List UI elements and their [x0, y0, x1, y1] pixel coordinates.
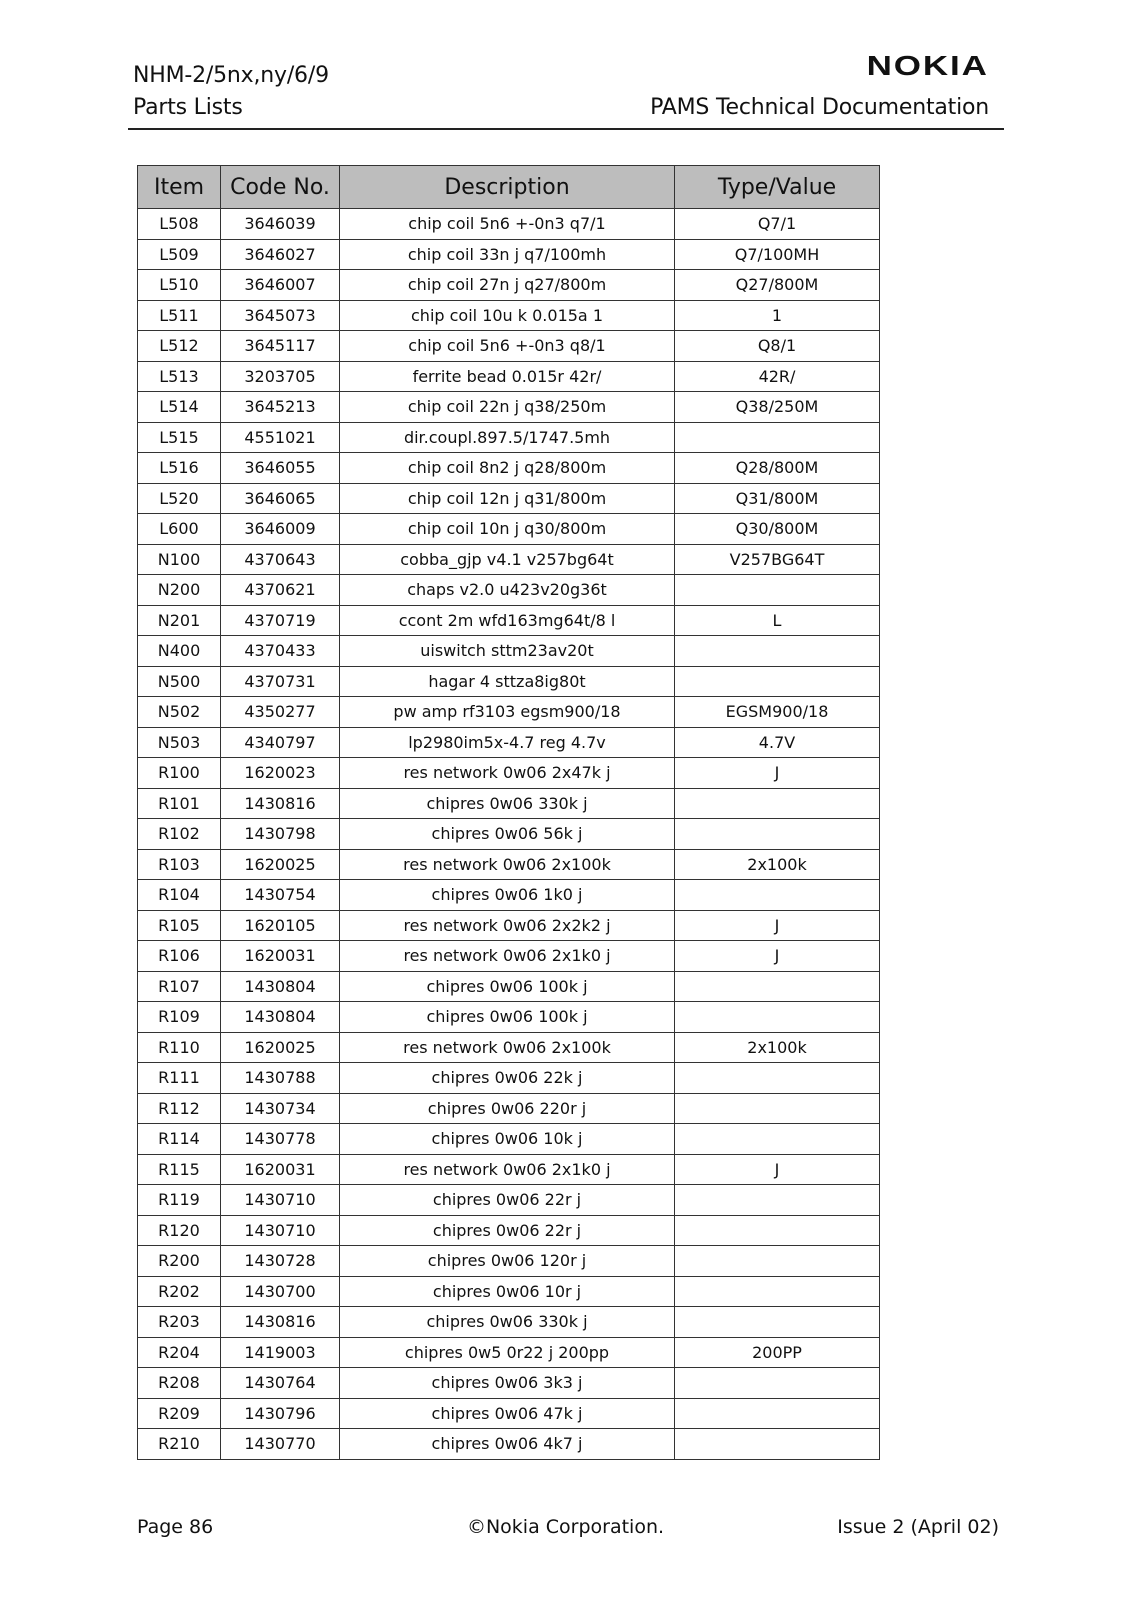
- cell-item: L515: [138, 422, 221, 453]
- cell-item: R104: [138, 880, 221, 911]
- cell-description: chipres 0w06 22r j: [340, 1215, 675, 1246]
- cell-item: N400: [138, 636, 221, 667]
- column-header-code: Code No.: [221, 166, 340, 209]
- table-row: [138, 849, 880, 880]
- cell-description: chip coil 33n j q7/100mh: [340, 239, 675, 270]
- parts-table-body: [138, 209, 880, 1460]
- page-number: Page 86: [137, 1516, 214, 1538]
- table-row: [138, 575, 880, 606]
- cell-description: chip coil 22n j q38/250m: [340, 392, 675, 423]
- parts-table: [137, 165, 880, 1460]
- cell-item: R100: [138, 758, 221, 789]
- table-row: [138, 331, 880, 362]
- cell-description: chipres 0w5 0r22 j 200pp: [340, 1337, 675, 1368]
- cell-type-value: 4.7V: [675, 727, 880, 758]
- cell-type-value: EGSM900/18: [675, 697, 880, 728]
- cell-item: L512: [138, 331, 221, 362]
- table-row: [138, 1337, 880, 1368]
- cell-item: N201: [138, 605, 221, 636]
- cell-item: R107: [138, 971, 221, 1002]
- cell-code: 1430798: [221, 819, 340, 850]
- cell-item: R209: [138, 1398, 221, 1429]
- table-row: [138, 1032, 880, 1063]
- table-row: [138, 697, 880, 728]
- cell-code: 1620031: [221, 1154, 340, 1185]
- table-row: [138, 1246, 880, 1277]
- cell-type-value: [675, 971, 880, 1002]
- cell-item: L516: [138, 453, 221, 484]
- cell-code: 1620105: [221, 910, 340, 941]
- column-header-item: Item: [138, 166, 221, 209]
- cell-code: 1430764: [221, 1368, 340, 1399]
- cell-code: 3646039: [221, 209, 340, 240]
- cell-item: R202: [138, 1276, 221, 1307]
- cell-item: R210: [138, 1429, 221, 1460]
- table-row: [138, 727, 880, 758]
- table-row: [138, 1063, 880, 1094]
- cell-type-value: V257BG64T: [675, 544, 880, 575]
- table-row: [138, 1154, 880, 1185]
- table-row: [138, 392, 880, 423]
- cell-description: chipres 0w06 22k j: [340, 1063, 675, 1094]
- cell-description: chipres 0w06 47k j: [340, 1398, 675, 1429]
- table-row: [138, 971, 880, 1002]
- cell-type-value: J: [675, 758, 880, 789]
- cell-description: res network 0w06 2x47k j: [340, 758, 675, 789]
- model-number: NHM-2/5nx,ny/6/9: [133, 63, 329, 88]
- table-row: [138, 1185, 880, 1216]
- table-row: [138, 544, 880, 575]
- cell-type-value: [675, 1093, 880, 1124]
- table-row: [138, 1002, 880, 1033]
- cell-code: 4370643: [221, 544, 340, 575]
- cell-description: pw amp rf3103 egsm900/18: [340, 697, 675, 728]
- cell-code: 4340797: [221, 727, 340, 758]
- cell-item: R112: [138, 1093, 221, 1124]
- column-header-description: Description: [340, 166, 675, 209]
- cell-code: 1430804: [221, 971, 340, 1002]
- cell-type-value: [675, 788, 880, 819]
- cell-description: chipres 0w06 22r j: [340, 1185, 675, 1216]
- cell-item: R114: [138, 1124, 221, 1155]
- cell-description: lp2980im5x-4.7 reg 4.7v: [340, 727, 675, 758]
- cell-description: chip coil 10u k 0.015a 1: [340, 300, 675, 331]
- cell-code: 1430796: [221, 1398, 340, 1429]
- cell-item: L513: [138, 361, 221, 392]
- cell-type-value: [675, 666, 880, 697]
- table-row: [138, 1215, 880, 1246]
- cell-type-value: Q7/1: [675, 209, 880, 240]
- cell-code: 1430710: [221, 1215, 340, 1246]
- cell-code: 1430816: [221, 1307, 340, 1338]
- cell-item: N100: [138, 544, 221, 575]
- cell-description: chipres 0w06 10k j: [340, 1124, 675, 1155]
- cell-item: R119: [138, 1185, 221, 1216]
- document-header: [133, 60, 329, 124]
- cell-code: 1430734: [221, 1093, 340, 1124]
- cell-item: L600: [138, 514, 221, 545]
- cell-code: 3645117: [221, 331, 340, 362]
- cell-item: L510: [138, 270, 221, 301]
- cell-description: chip coil 8n2 j q28/800m: [340, 453, 675, 484]
- table-row: [138, 1093, 880, 1124]
- table-row: [138, 941, 880, 972]
- table-row: [138, 1276, 880, 1307]
- cell-description: chipres 0w06 56k j: [340, 819, 675, 850]
- table-row: [138, 270, 880, 301]
- table-row: [138, 788, 880, 819]
- cell-code: 3646065: [221, 483, 340, 514]
- doc-title: PAMS Technical Documentation: [650, 95, 989, 120]
- cell-item: R103: [138, 849, 221, 880]
- header-divider: [128, 128, 1004, 130]
- cell-description: chip coil 27n j q27/800m: [340, 270, 675, 301]
- cell-description: chip coil 5n6 +-0n3 q7/1: [340, 209, 675, 240]
- cell-code: 1620031: [221, 941, 340, 972]
- cell-code: 4350277: [221, 697, 340, 728]
- cell-description: chipres 0w06 3k3 j: [340, 1368, 675, 1399]
- cell-description: res network 0w06 2x1k0 j: [340, 941, 675, 972]
- cell-code: 1620023: [221, 758, 340, 789]
- cell-item: R115: [138, 1154, 221, 1185]
- cell-type-value: Q27/800M: [675, 270, 880, 301]
- table-row: [138, 666, 880, 697]
- table-row: [138, 605, 880, 636]
- cell-description: uiswitch sttm23av20t: [340, 636, 675, 667]
- table-row: [138, 1398, 880, 1429]
- cell-description: ccont 2m wfd163mg64t/8 l: [340, 605, 675, 636]
- cell-type-value: [675, 636, 880, 667]
- cell-type-value: Q28/800M: [675, 453, 880, 484]
- cell-item: N500: [138, 666, 221, 697]
- cell-type-value: [675, 575, 880, 606]
- table-row: [138, 636, 880, 667]
- table-row: [138, 1429, 880, 1460]
- cell-type-value: [675, 1124, 880, 1155]
- cell-description: res network 0w06 2x100k: [340, 849, 675, 880]
- cell-code: 1430788: [221, 1063, 340, 1094]
- table-row: [138, 1368, 880, 1399]
- cell-type-value: Q30/800M: [675, 514, 880, 545]
- cell-description: cobba_gjp v4.1 v257bg64t: [340, 544, 675, 575]
- cell-type-value: [675, 1246, 880, 1277]
- cell-code: 3646009: [221, 514, 340, 545]
- table-row: [138, 1124, 880, 1155]
- table-row: [138, 1307, 880, 1338]
- cell-code: 3645213: [221, 392, 340, 423]
- cell-item: R204: [138, 1337, 221, 1368]
- table-row: [138, 209, 880, 240]
- cell-description: chipres 0w06 220r j: [340, 1093, 675, 1124]
- cell-type-value: [675, 422, 880, 453]
- table-row: [138, 483, 880, 514]
- cell-type-value: [675, 1215, 880, 1246]
- cell-item: R105: [138, 910, 221, 941]
- cell-code: 3646055: [221, 453, 340, 484]
- cell-item: N200: [138, 575, 221, 606]
- cell-item: R208: [138, 1368, 221, 1399]
- cell-type-value: Q31/800M: [675, 483, 880, 514]
- cell-type-value: [675, 1307, 880, 1338]
- cell-description: chipres 0w06 100k j: [340, 1002, 675, 1033]
- cell-description: ferrite bead 0.015r 42r/: [340, 361, 675, 392]
- cell-description: chipres 0w06 4k7 j: [340, 1429, 675, 1460]
- section-title: Parts Lists: [133, 95, 243, 120]
- cell-item: R200: [138, 1246, 221, 1277]
- cell-type-value: Q7/100MH: [675, 239, 880, 270]
- table-header-row: [138, 166, 880, 209]
- cell-code: 1430770: [221, 1429, 340, 1460]
- cell-code: 4370719: [221, 605, 340, 636]
- cell-item: R109: [138, 1002, 221, 1033]
- cell-description: dir.coupl.897.5/1747.5mh: [340, 422, 675, 453]
- nokia-logo: NOKIA: [866, 50, 989, 81]
- cell-type-value: 42R/: [675, 361, 880, 392]
- cell-type-value: [675, 1398, 880, 1429]
- cell-description: chipres 0w06 120r j: [340, 1246, 675, 1277]
- cell-type-value: [675, 1368, 880, 1399]
- table-row: [138, 453, 880, 484]
- cell-code: 4551021: [221, 422, 340, 453]
- cell-type-value: 200PP: [675, 1337, 880, 1368]
- cell-type-value: 2x100k: [675, 849, 880, 880]
- table-row: [138, 361, 880, 392]
- cell-code: 1430710: [221, 1185, 340, 1216]
- cell-type-value: [675, 819, 880, 850]
- cell-description: chipres 0w06 10r j: [340, 1276, 675, 1307]
- cell-type-value: [675, 1276, 880, 1307]
- issue-info: Issue 2 (April 02): [837, 1516, 999, 1538]
- cell-type-value: [675, 1185, 880, 1216]
- cell-code: 3646007: [221, 270, 340, 301]
- cell-type-value: [675, 880, 880, 911]
- cell-code: 1430700: [221, 1276, 340, 1307]
- table-row: [138, 514, 880, 545]
- cell-item: L511: [138, 300, 221, 331]
- cell-code: 4370731: [221, 666, 340, 697]
- cell-type-value: L: [675, 605, 880, 636]
- cell-item: R102: [138, 819, 221, 850]
- cell-description: hagar 4 sttza8ig80t: [340, 666, 675, 697]
- cell-type-value: [675, 1002, 880, 1033]
- table-row: [138, 880, 880, 911]
- cell-type-value: J: [675, 1154, 880, 1185]
- table-row: [138, 422, 880, 453]
- cell-description: chipres 0w06 330k j: [340, 1307, 675, 1338]
- table-row: [138, 239, 880, 270]
- cell-type-value: 1: [675, 300, 880, 331]
- cell-code: 4370433: [221, 636, 340, 667]
- cell-type-value: Q38/250M: [675, 392, 880, 423]
- cell-code: 1430778: [221, 1124, 340, 1155]
- cell-description: chipres 0w06 1k0 j: [340, 880, 675, 911]
- table-row: [138, 910, 880, 941]
- cell-item: L509: [138, 239, 221, 270]
- cell-item: R106: [138, 941, 221, 972]
- cell-item: R203: [138, 1307, 221, 1338]
- cell-item: R101: [138, 788, 221, 819]
- cell-description: chipres 0w06 100k j: [340, 971, 675, 1002]
- cell-item: R120: [138, 1215, 221, 1246]
- cell-code: 3646027: [221, 239, 340, 270]
- cell-description: res network 0w06 2x100k: [340, 1032, 675, 1063]
- cell-code: 1430804: [221, 1002, 340, 1033]
- cell-code: 1430816: [221, 788, 340, 819]
- cell-type-value: J: [675, 941, 880, 972]
- copyright: ©Nokia Corporation.: [466, 1516, 665, 1538]
- cell-code: 3203705: [221, 361, 340, 392]
- cell-item: R111: [138, 1063, 221, 1094]
- cell-code: 1430754: [221, 880, 340, 911]
- cell-item: R110: [138, 1032, 221, 1063]
- cell-description: res network 0w06 2x1k0 j: [340, 1154, 675, 1185]
- cell-description: chip coil 10n j q30/800m: [340, 514, 675, 545]
- table-row: [138, 300, 880, 331]
- cell-type-value: 2x100k: [675, 1032, 880, 1063]
- cell-item: N503: [138, 727, 221, 758]
- cell-description: chip coil 5n6 +-0n3 q8/1: [340, 331, 675, 362]
- cell-item: L520: [138, 483, 221, 514]
- cell-type-value: Q8/1: [675, 331, 880, 362]
- cell-code: 3645073: [221, 300, 340, 331]
- cell-code: 1620025: [221, 1032, 340, 1063]
- table-row: [138, 819, 880, 850]
- cell-type-value: [675, 1063, 880, 1094]
- cell-item: L514: [138, 392, 221, 423]
- cell-code: 1620025: [221, 849, 340, 880]
- cell-description: chaps v2.0 u423v20g36t: [340, 575, 675, 606]
- table-row: [138, 758, 880, 789]
- column-header-type-value: Type/Value: [675, 166, 880, 209]
- cell-code: 4370621: [221, 575, 340, 606]
- cell-code: 1430728: [221, 1246, 340, 1277]
- cell-code: 1419003: [221, 1337, 340, 1368]
- cell-type-value: J: [675, 910, 880, 941]
- cell-description: chip coil 12n j q31/800m: [340, 483, 675, 514]
- cell-item: N502: [138, 697, 221, 728]
- cell-item: L508: [138, 209, 221, 240]
- cell-description: chipres 0w06 330k j: [340, 788, 675, 819]
- cell-type-value: [675, 1429, 880, 1460]
- cell-description: res network 0w06 2x2k2 j: [340, 910, 675, 941]
